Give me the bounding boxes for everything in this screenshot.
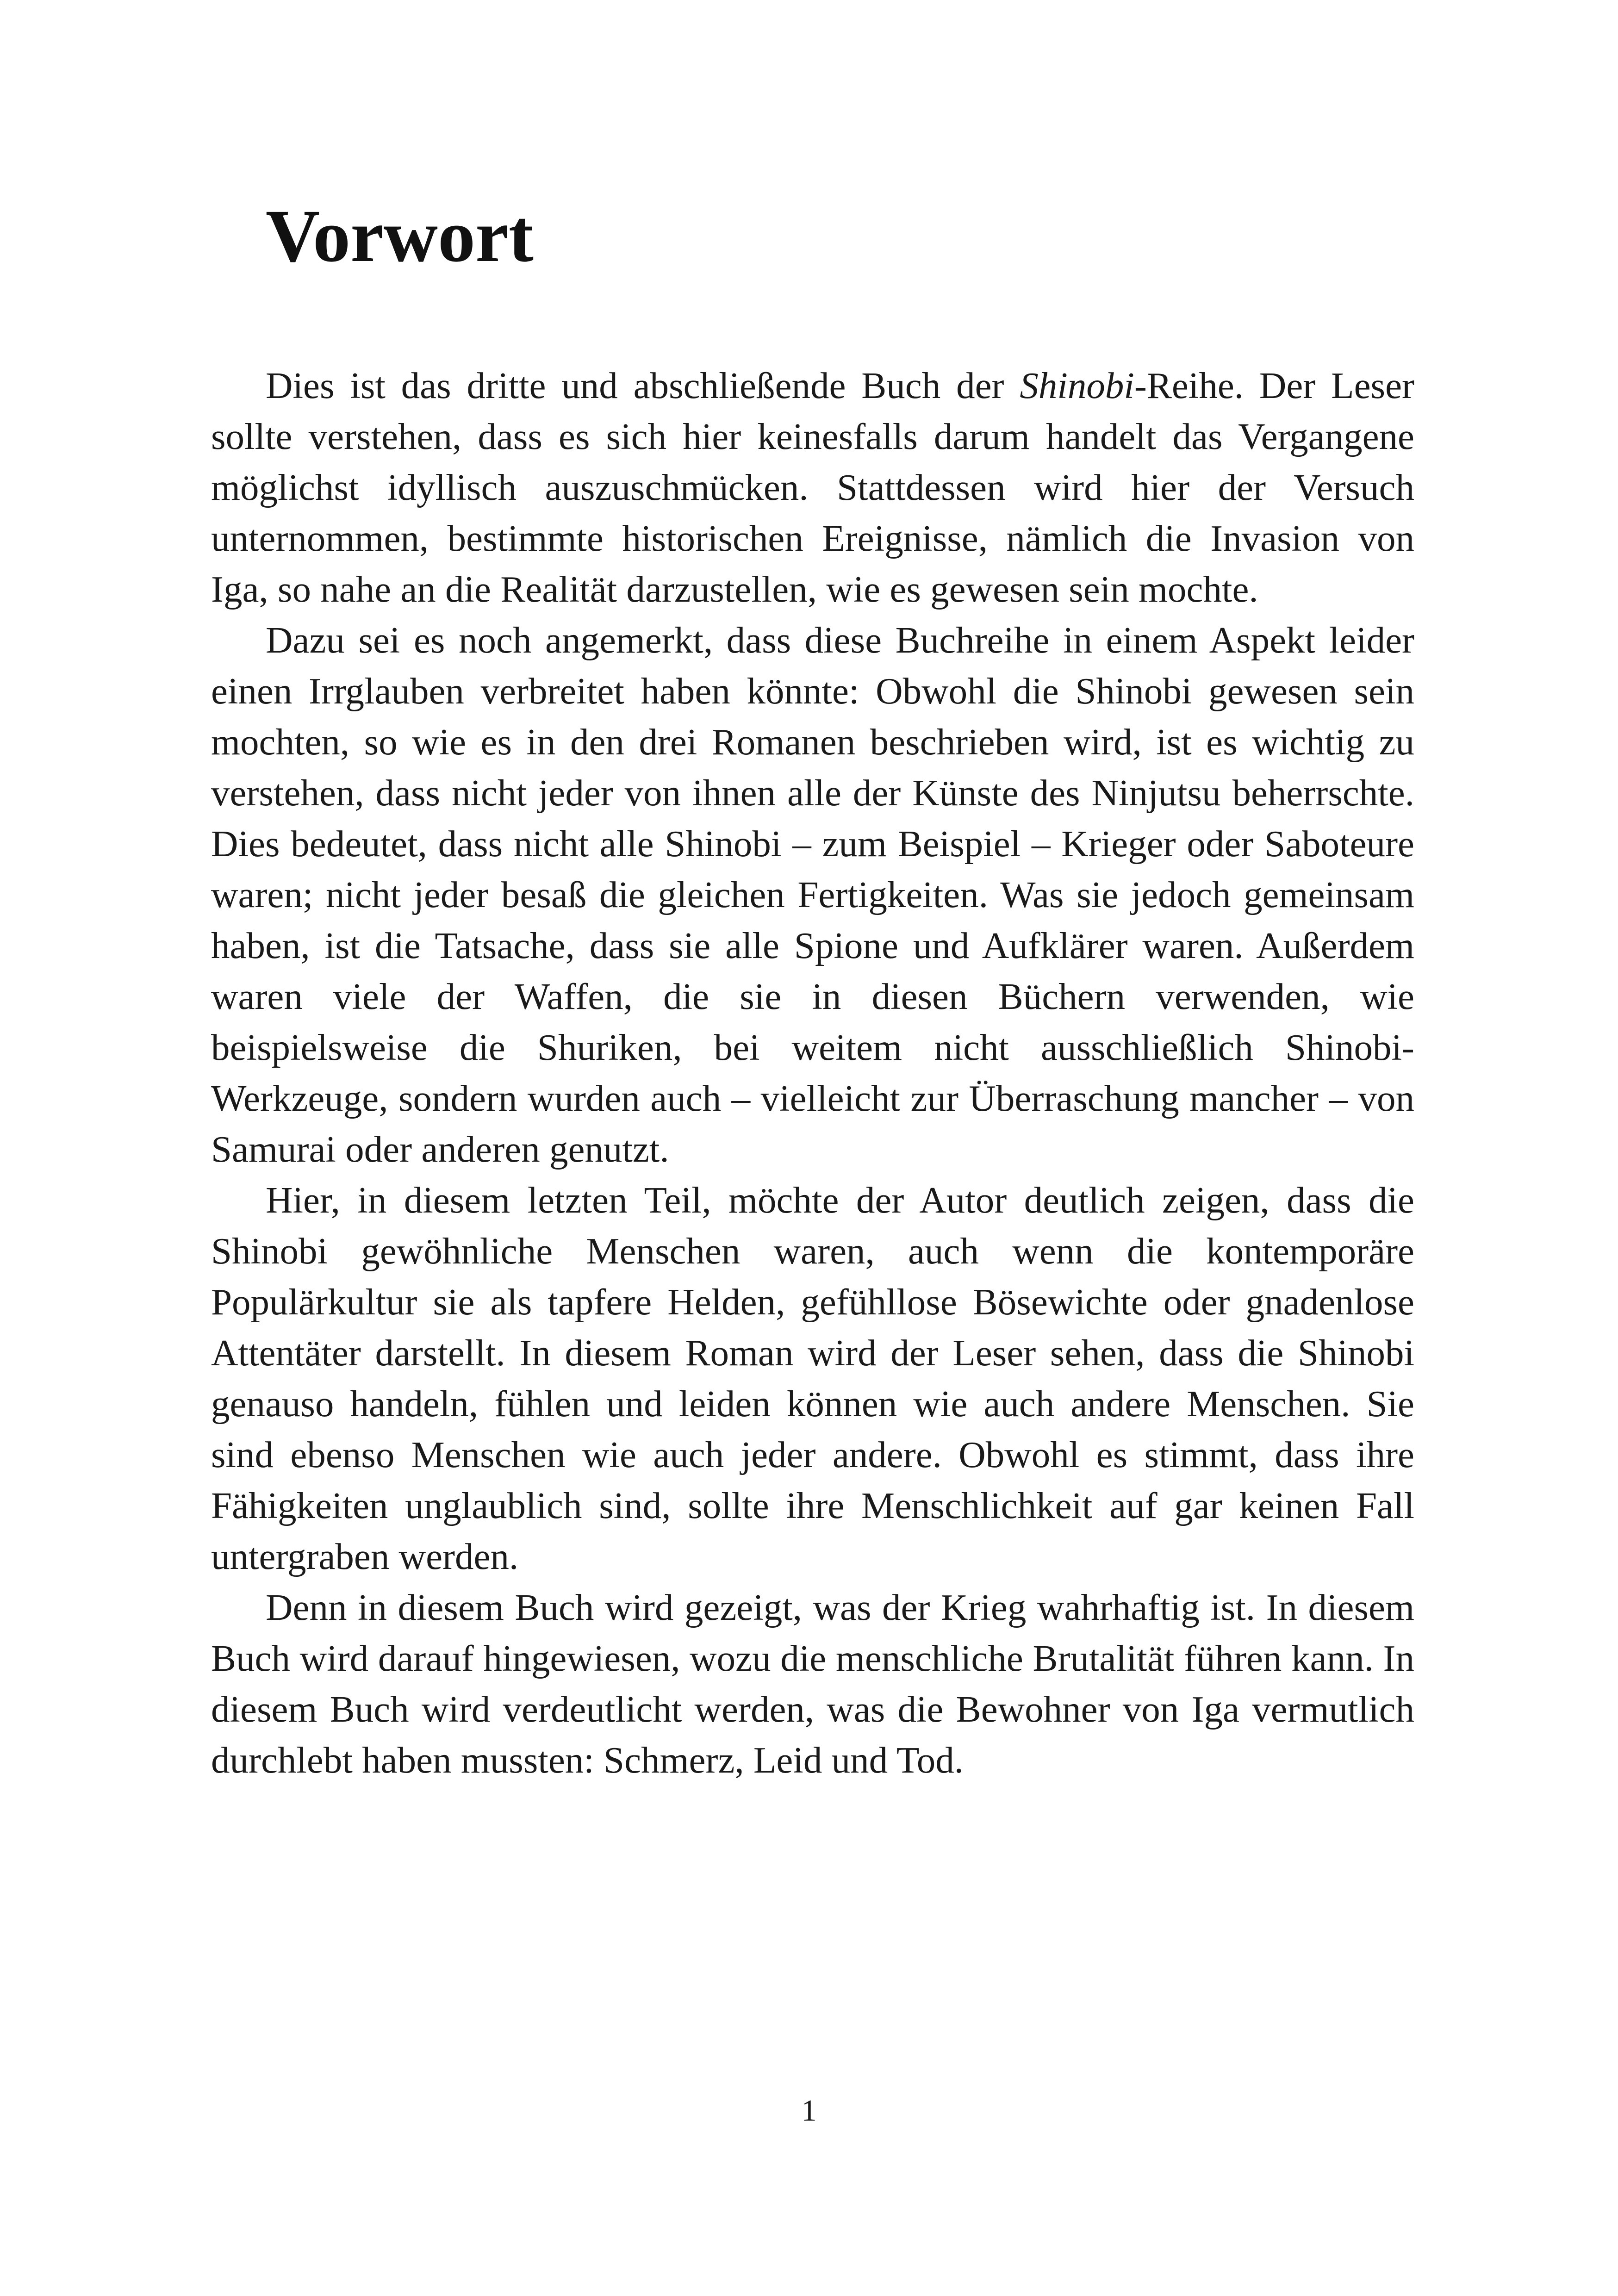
- series-title-italic: Shinobi: [1020, 365, 1134, 406]
- body-text: [211, 360, 1414, 1786]
- paragraph-3: Hier, in diesem letzten Teil, möchte der Autor deutlich zeigen, dass die Shinobi gewöhnliche Menschen waren, auch wenn die kontemporäre Populärkultur sie als tapfere Helden, gefühllose Bösewichte oder gnadenlose Attentäter darstellt. In diesem Roman wird der Leser sehen, dass die Shinobi genauso handeln, fühlen und leiden können wie auch andere Menschen. Sie sind ebenso Menschen wie auch jeder andere. Obwohl es stimmt, dass ihre Fähigkeiten unglaublich sind, sollte ihre Menschlichkeit auf gar keinen Fall untergraben werden.: [211, 1179, 1414, 1577]
- paragraph-1: [211, 360, 1414, 615]
- paragraph-1-text-before: Dies ist das dritte und abschließende Buch der: [266, 365, 1020, 406]
- chapter-heading: Vorwort: [266, 195, 534, 278]
- paragraph-1-text-after: -Reihe. Der Leser sollte verstehen, dass es sich hier keinesfalls darum handelt das Vergangene möglichst idyllisch auszuschmücken. Stattdessen wird hier der Versuch unternommen, bestimmte historischen Ereignisse, nämlich die Invasion von Iga, so nahe an die Realität darzustellen, wie es gewesen sein mochte.: [211, 365, 1414, 610]
- page-number: 1: [801, 2094, 817, 2128]
- paragraph-2: Dazu sei es noch angemerkt, dass diese Buchreihe in einem Aspekt leider einen Irrglauben verbreitet haben könnte: Obwohl die Shinobi gewesen sein mochten, so wie es in den drei Romanen beschrieben wird, ist es wichtig zu verstehen, dass nicht jeder von ihnen alle der Künste des Ninjutsu beherrschte. Dies bedeutet, dass nicht alle Shinobi – zum Beispiel – Krieger oder Saboteure waren; nicht jeder besaß die gleichen Fertigkeiten. Was sie jedoch gemeinsam haben, ist die Tatsache, dass sie alle Spione und Aufklärer waren. Außerdem waren viele der Waffen, die sie in diesen Büchern verwenden, wie beispielsweise die Shuriken, bei weitem nicht ausschließlich Shinobi-Werkzeuge, sondern wurden auch – vielleicht zur Überraschung mancher – von Samurai oder anderen genutzt.: [211, 619, 1414, 1170]
- paragraph-4: Denn in diesem Buch wird gezeigt, was der Krieg wahrhaftig ist. In diesem Buch wird darauf hingewiesen, wozu die menschliche Brutalität führen kann. In diesem Buch wird verdeutlicht werden, was die Bewohner von Iga vermutlich durchlebt haben mussten: Schmerz, Leid und Tod.: [211, 1587, 1414, 1781]
